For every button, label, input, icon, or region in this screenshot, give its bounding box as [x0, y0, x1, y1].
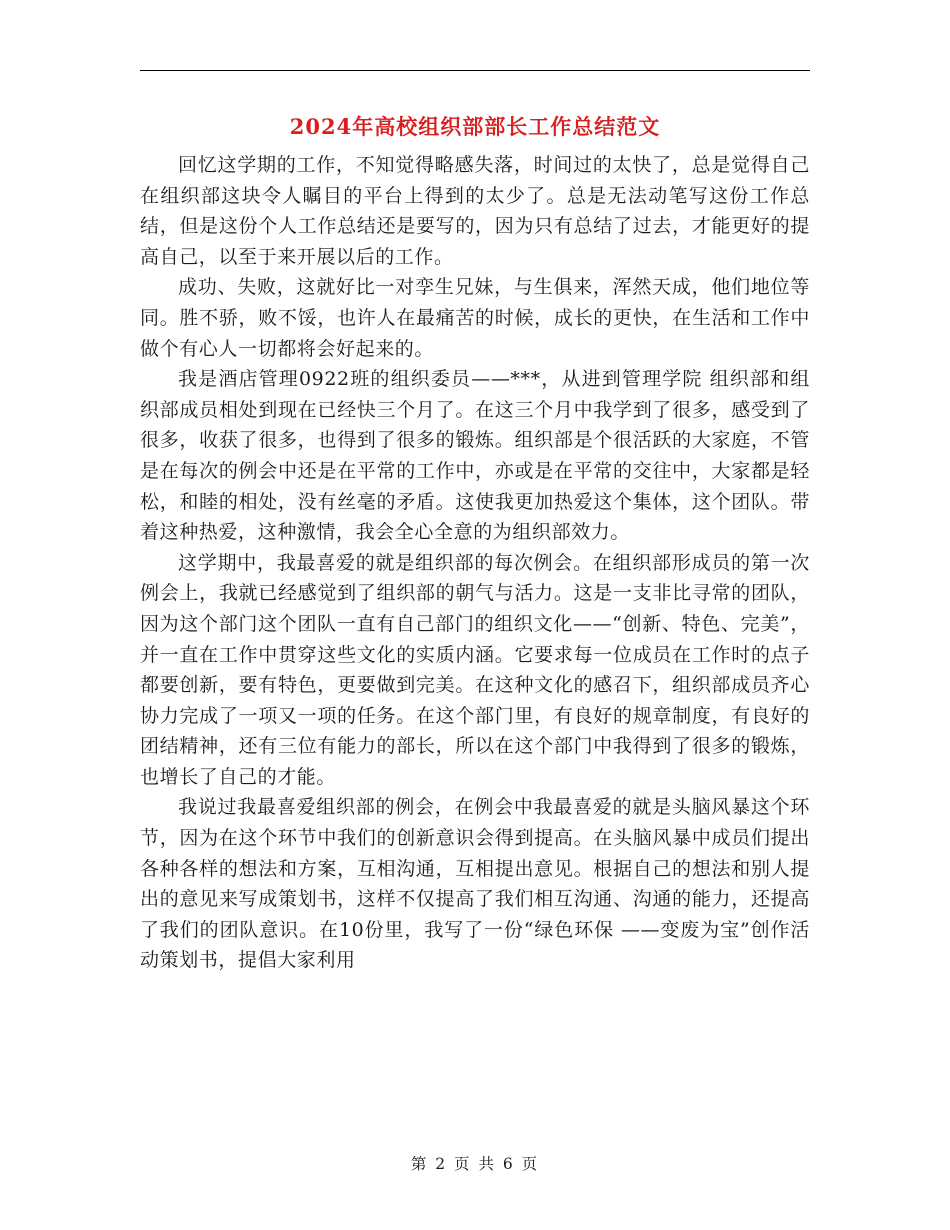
paragraph: 我说过我最喜爱组织部的例会，在例会中我最喜爱的就是头脑风暴这个环节，因为在这个环节中我们的创新意识会得到提高。在头脑风暴中成员们提出各种各样的想法和方案，互相沟通，互相提出意见。根据自己的想法和别人提出的意见来写成策划书，这样不仅提高了我们相互沟通、沟通的能力，还提高了我们的团队意识。在10份里，我写了一份“绿色环保 ——变废为宝”创作活动策划书，提倡大家利用: [140, 796, 810, 972]
document-title: 2024年高校组织部部长工作总结范文: [289, 114, 661, 139]
paragraph: 成功、失败，这就好比一对孪生兄妹，与生俱来，浑然天成，他们地位等同。胜不骄，败不馁，也许人在最痛苦的时候，成长的更快，在生活和工作中做个有心人一切都将会好起来的。: [140, 276, 810, 360]
paragraph: 这学期中，我最喜爱的就是组织部的每次例会。在组织部形成员的第一次例会上，我就已经感觉到了组织部的朝气与活力。这是一支非比寻常的团队，因为这个部门这个团队一直有自己部门的组织文化——“创新、特色、完美”，并一直在工作中贯穿这些文化的实质内涵。它要求每一位成员在工作时的点子都要创新，要有特色，更要做到完美。在这种文化的感召下，组织部成员齐心协力完成了一项又一项的任务。在这个部门里，有良好的规章制度，有良好的团结精神，还有三位有能力的部长，所以在这个部门中我得到了很多的锻炼，也增长了自己的才能。: [140, 551, 810, 788]
document-body: [140, 150, 810, 976]
paragraph: 回忆这学期的工作，不知觉得略感失落，时间过的太快了，总是觉得自己在组织部这块令人瞩目的平台上得到的太少了。总是无法动笔写这份工作总结，但是这份个人工作总结还是要写的，因为只有总结了过去，才能更好的提高自己，以至于来开展以后的工作。: [140, 154, 810, 268]
page-number: 第 2 页 共 6 页: [410, 1155, 540, 1173]
paragraph: 我是酒店管理0922班的组织委员——***，从进到管理学院 组织部和组织部成员相处到现在已经快三个月了。在这三个月中我学到了很多，感受到了很多，收获了很多，也得到了很多的锻炼。组织部是个很活跃的大家庭，不管是在每次的例会中还是在平常的工作中，亦或是在平常的交往中，大家都是轻松，和睦的相处，没有丝毫的矛盾。这使我更加热爱这个集体，这个团队。带着这种热爱，这种激情，我会全心全意的为组织部效力。: [140, 368, 810, 544]
header-rule: [140, 70, 810, 71]
